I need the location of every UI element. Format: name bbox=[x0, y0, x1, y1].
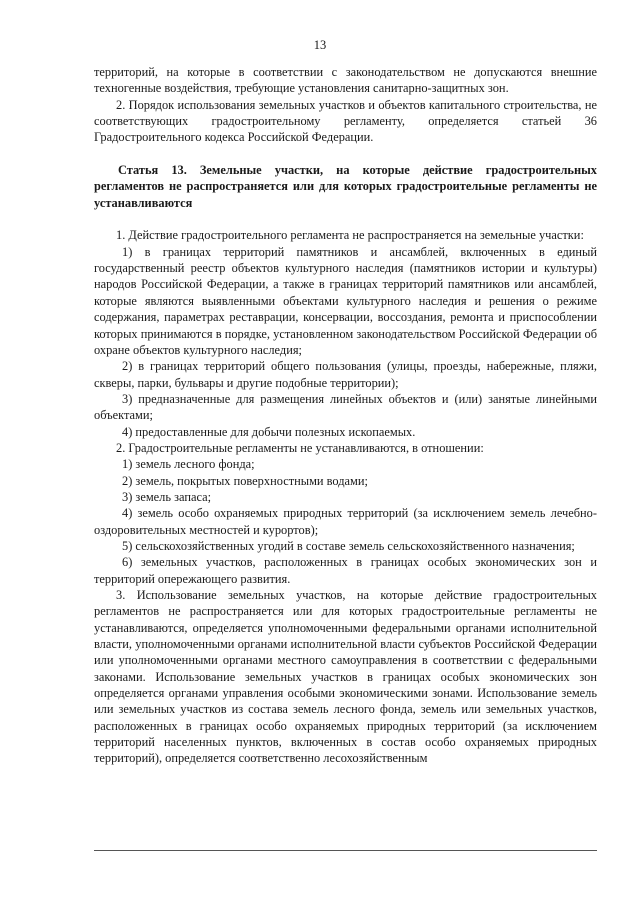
list-item: 6) земельных участков, расположенных в границах особых экономических зон и территорий опережающего развития. bbox=[94, 555, 597, 586]
list-item: 2) земель, покрытых поверхностными водами; bbox=[122, 473, 368, 488]
paragraph-continuation: территорий, на которые в соответствии с законодательством не допускаются внешние техногенные воздействия, требующие установления санитарно-защитных зон. bbox=[94, 65, 597, 96]
list-item: 1) земель лесного фонда; bbox=[122, 457, 255, 472]
list-item: 4) земель особо охраняемых природных территорий (за исключением земель лечебно-оздоровительных местностей и курортов); bbox=[94, 506, 597, 537]
paragraph-item-2: 2. Порядок использования земельных участков и объектов капитального строительства, не соответствующих градостроительному регламенту, определяется статьей 36 Градостроительного кодекса Российской Федерации. bbox=[94, 97, 597, 145]
paragraph-point-2: 2. Градостроительные регламенты не устанавливаются, в отношении: bbox=[116, 440, 484, 455]
article-heading: Статья 13. Земельные участки, на которые действие градостроительных регламентов не распространяется или для которых градостроительные регламенты не устанавливаются bbox=[94, 163, 597, 210]
list-item: 3) земель запаса; bbox=[122, 489, 212, 504]
page-body bbox=[94, 64, 597, 767]
footer-divider bbox=[94, 850, 597, 851]
paragraph-point-1: 1. Действие градостроительного регламента не распространяется на земельные участки: bbox=[116, 228, 584, 243]
paragraph-point-3: 3. Использование земельных участков, на которые действие градостроительных регламентов не распространяется или для которых градостроительные регламенты не устанавливаются, определяется уполномоченными федеральными органами исполнительной власти, уполномоченными органами исполнительной власти субъектов Российской Федерации или уполномоченными органами местного самоуправления в соответствии с федеральными законами. Использование земельных участков в границах особых экономических зон определяется органами управления особыми экономическими зонами. Использование земель или земельных участков из состава земель лесного фонда, земель или земельных участков, расположенных в границах особо охраняемых природных территорий (за исключением территорий населенных пунктов, включенных в состав особо охраняемых природных территорий), определяется соответственно лесохозяйственным bbox=[94, 588, 597, 766]
list-item: 5) сельскохозяйственных угодий в составе земель сельскохозяйственного назначения; bbox=[122, 538, 575, 553]
list-item: 1) в границах территорий памятников и ансамблей, включенных в единый государственный реестр объектов культурного наследия (памятников истории и культуры) народов Российской Федерации, а также в границах территорий памятников или ансамблей, которые являются выявленными объектами культурного наследия и решения о режиме содержания, параметрах реставрации, консервации, воссоздания, ремонта и приспособлении которых принимаются в порядке, установленном законодательством Российской Федерации об охране объектов культурного наследия; bbox=[94, 244, 597, 357]
list-item: 3) предназначенные для размещения линейных объектов и (или) занятые линейными объектами; bbox=[94, 391, 597, 423]
page-number: 13 bbox=[313, 38, 327, 52]
list-item: 4) предоставленные для добычи полезных ископаемых. bbox=[122, 424, 416, 439]
list-item: 2) в границах территорий общего пользования (улицы, проезды, набережные, пляжи, скверы, парки, бульвары и другие подобные территории); bbox=[94, 359, 597, 390]
